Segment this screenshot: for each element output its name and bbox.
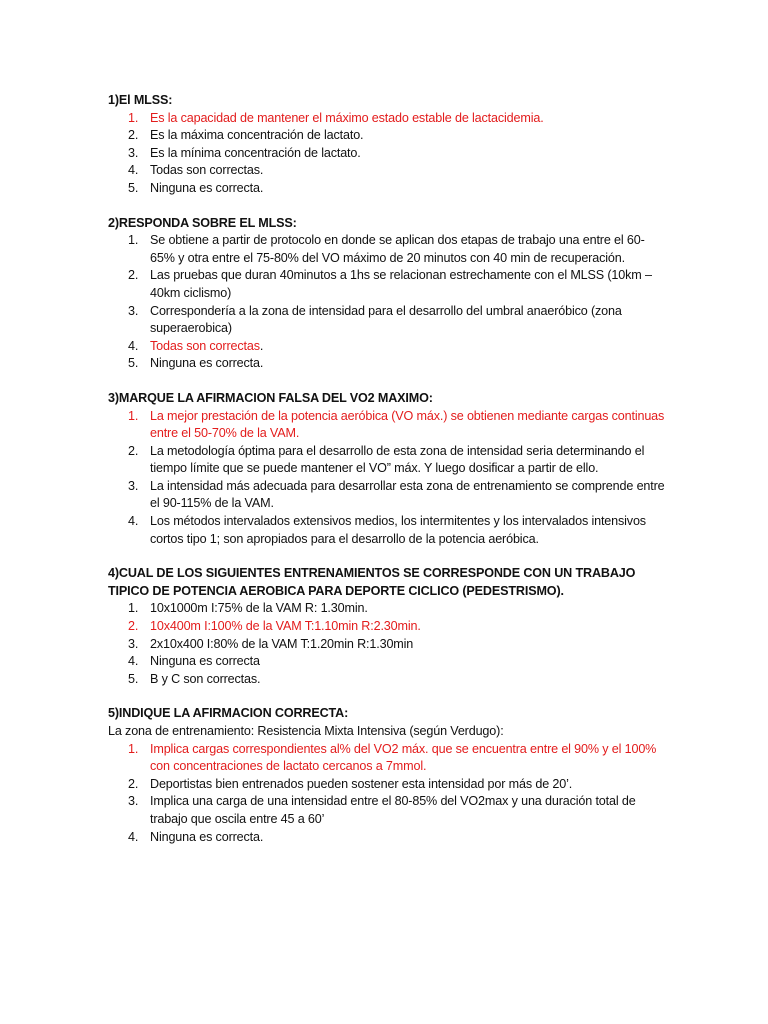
answer-text: Es la máxima concentración de lactato. (150, 128, 364, 143)
answer-number: 3. (128, 478, 139, 493)
answer-text: La mejor prestación de la potencia aeróbica (VO máx.) se obtienen mediante cargas continuas entre el 50-70% de la VAM. (150, 408, 665, 441)
answer-item (108, 162, 668, 180)
answer-item (108, 180, 668, 198)
answer-suffix: . (259, 338, 264, 353)
answer-text: Los métodos intervalados extensivos medios, los intermitentes y los intervalados intensivos cortos tipo 1; son apropiados para el desarrollo de la potencia aeróbica. (150, 514, 646, 546)
answer-number: 4. (128, 163, 139, 178)
answer-text: La intensidad más adecuada para desarrollar esta zona de entrenamiento se comprende entre el 90-115% de la VAM. (150, 478, 665, 511)
answer-number: 3. (128, 636, 139, 651)
question-title: 4)CUAL DE LOS SIGUIENTES ENTRENAMIENTOS SE CORRESPONDE CON UN TRABAJO TIPICO DE POTENCIA AEROBICA PARA DEPORTE CICLICO (PEDESTRISMO). (108, 566, 636, 598)
answer-number: 5. (128, 180, 139, 195)
answer-item (108, 478, 668, 513)
answer-text: Es la mínima concentración de lactato. (150, 145, 361, 160)
question-title: 2)RESPONDA SOBRE EL MLSS: (108, 215, 297, 230)
answer-number: 1. (128, 601, 139, 616)
answer-item-correct (108, 408, 668, 443)
answer-item (108, 776, 668, 794)
quiz-content (108, 92, 668, 863)
question-5 (108, 705, 668, 846)
answer-list (108, 741, 668, 847)
answer-number: 1. (128, 741, 139, 756)
answer-item (108, 232, 668, 267)
answer-text: Se obtiene a partir de protocolo en donde se aplican dos etapas de trabajo una entre el 60-65% y otra entre el 75-80% del VO máximo de 20 minutos con 40 min de recuperación. (150, 233, 645, 265)
answer-item (108, 653, 668, 671)
answer-item-correct (108, 110, 668, 128)
answer-text: Todas son correctas. (150, 163, 264, 178)
answer-number: 1. (128, 408, 139, 423)
answer-item-correct (108, 741, 668, 776)
answer-item (108, 829, 668, 847)
answer-item (108, 793, 668, 828)
answer-text: Ninguna es correcta. (150, 356, 264, 371)
question-1 (108, 92, 668, 198)
answer-number: 5. (128, 356, 139, 371)
question-2 (108, 215, 668, 373)
answer-list (108, 232, 668, 373)
answer-text-correct: Todas son correctas (150, 338, 260, 353)
answer-item (108, 303, 668, 338)
question-4 (108, 565, 668, 688)
question-title: 3)MARQUE LA AFIRMACION FALSA DEL VO2 MAXIMO: (108, 390, 433, 405)
answer-text: Implica una carga de una intensidad entre el 80-85% del VO2max y una duración total de trabajo que oscila entre 45 a 60’ (150, 794, 636, 826)
answer-text: Implica cargas correspondientes al% del VO2 máx. que se encuentra entre el 90% y el 100% con concentraciones de lactato cercanos a 7mmol. (150, 741, 657, 774)
answer-number: 4. (128, 654, 139, 669)
answer-text: B y C son correctas. (150, 671, 261, 686)
question-3 (108, 390, 668, 548)
answer-item (108, 355, 668, 373)
answer-item (108, 267, 668, 302)
answer-text: Ninguna es correcta. (150, 829, 264, 844)
answer-item (108, 671, 668, 689)
question-title: 1)El MLSS: (108, 93, 173, 107)
answer-number: 2. (128, 619, 139, 634)
answer-number: 1. (128, 110, 139, 125)
answer-number: 3. (128, 303, 139, 318)
answer-number: 2. (128, 443, 139, 458)
answer-number: 5. (128, 671, 139, 686)
answer-number: 4. (128, 338, 139, 353)
answer-item (108, 127, 668, 145)
answer-item (108, 443, 668, 478)
answer-number: 3. (128, 794, 139, 809)
answer-text: Es la capacidad de mantener el máximo estado estable de lactacidemia. (150, 110, 544, 125)
answer-text: Correspondería a la zona de intensidad para el desarrollo del umbral anaeróbico (zona superaerobica) (150, 303, 622, 336)
answer-list (108, 600, 668, 688)
answer-text: La metodología óptima para el desarrollo de esta zona de intensidad seria determinando el tiempo límite que se puede mantener el VO” máx. Y luego dosificar a partir de ello. (150, 443, 645, 476)
answer-item (108, 145, 668, 163)
answer-text: Ninguna es correcta (150, 654, 260, 669)
answer-text: Las pruebas que duran 40minutos a 1hs se relacionan estrechamente con el MLSS (10km – 40km ciclismo) (150, 268, 652, 300)
answer-text: Deportistas bien entrenados pueden sostener esta intensidad por más de 20’. (150, 776, 573, 791)
answer-item (108, 338, 668, 356)
answer-list (108, 408, 668, 549)
question-title: 5)INDIQUE LA AFIRMACION CORRECTA: (108, 706, 349, 721)
answer-number: 2. (128, 128, 139, 143)
answer-item-correct (108, 618, 668, 636)
answer-number: 2. (128, 776, 139, 791)
answer-text: Ninguna es correcta. (150, 180, 264, 195)
answer-number: 1. (128, 233, 139, 248)
answer-text: 2x10x400 I:80% de la VAM T:1.20min R:1.30min (150, 636, 414, 651)
answer-item (108, 513, 668, 548)
answer-text: 10x1000m I:75% de la VAM R: 1.30min. (150, 601, 368, 616)
answer-number: 4. (128, 829, 139, 844)
answer-item (108, 600, 668, 618)
answer-number: 3. (128, 145, 139, 160)
answer-list (108, 110, 668, 198)
answer-item (108, 636, 668, 654)
answer-number: 4. (128, 514, 139, 529)
answer-text: 10x400m I:100% de la VAM T:1.10min R:2.30min. (150, 619, 421, 634)
question-intro: La zona de entrenamiento: Resistencia Mixta Intensiva (según Verdugo): (108, 724, 504, 738)
answer-number: 2. (128, 268, 139, 283)
